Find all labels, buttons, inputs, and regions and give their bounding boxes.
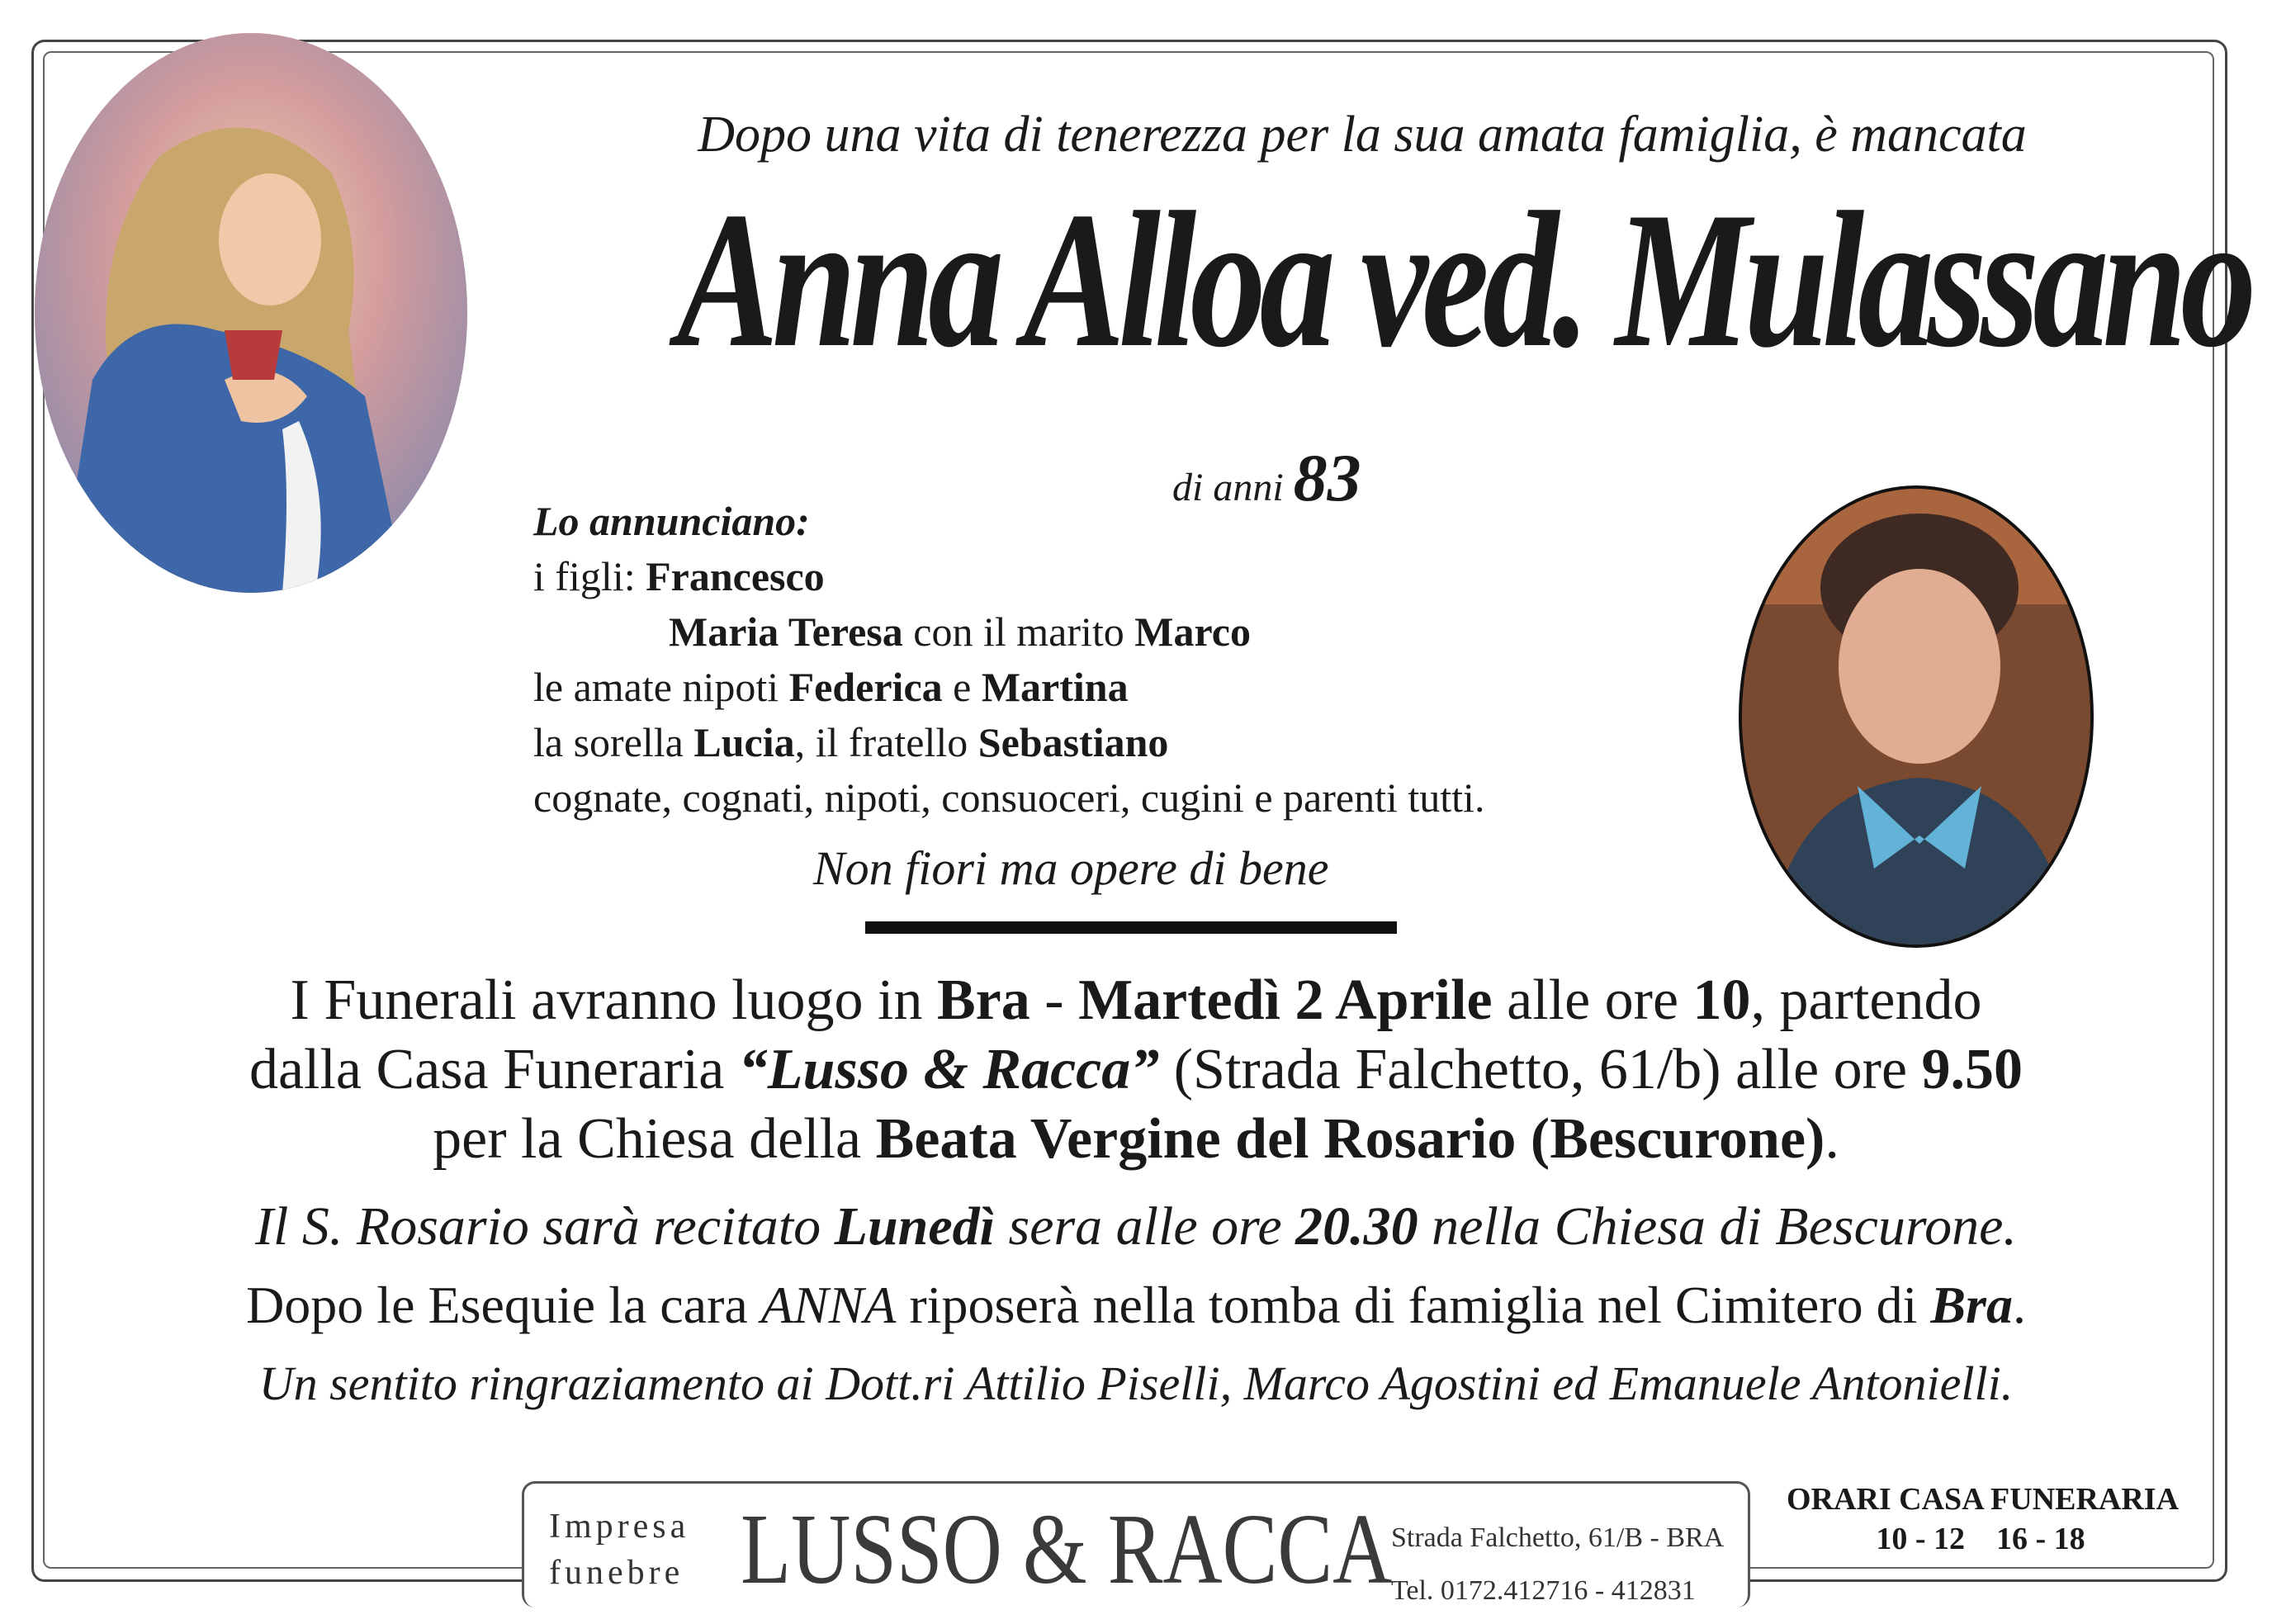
funeral-l2-a: dalla Casa Funeraria (248, 1038, 739, 1101)
madonna-illustration (35, 33, 467, 593)
burial-line (66, 1275, 2206, 1336)
impresa-funebre-label (549, 1503, 689, 1596)
rosario-time: 20.30 (1295, 1196, 1418, 1257)
funeral-line-3 (66, 1106, 2206, 1172)
conj-e: e (942, 664, 982, 710)
departure-time: 9.50 (1921, 1038, 2024, 1101)
fratello: Sebastiano (977, 719, 1169, 765)
funebre-word: funebre (549, 1554, 684, 1592)
figlia-2: Maria Teresa (669, 608, 903, 655)
announcers-heading: Lo annunciano: (533, 498, 810, 544)
opening-hours (1787, 1480, 2180, 1559)
rosario-line (66, 1196, 2206, 1258)
funeral-house: “Lusso & Racca” (738, 1038, 1160, 1101)
figlio-1: Francesco (646, 553, 825, 599)
burial-c: . (2012, 1276, 2026, 1334)
announcers-line-figli (533, 549, 1484, 604)
funeral-dash: - (1030, 968, 1079, 1032)
hours-value: 10 - 12 16 - 18 (1876, 1522, 2085, 1556)
funeral-time: 10 (1692, 968, 1751, 1032)
announcers-block (533, 494, 1484, 826)
intro-text: Dopo una vita di tenerezza per la sua amata famiglia, è mancata (698, 107, 2027, 163)
funeral-l2-b: (Strada Falchetto, 61/b) alle ore (1159, 1038, 1922, 1101)
age-value: 83 (1293, 440, 1361, 515)
rosario-b: sera alle ore (994, 1196, 1296, 1257)
sorella-label: la sorella (533, 719, 694, 765)
burial-name: ANNA (760, 1276, 897, 1334)
funeral-home-address: Strada Falchetto, 61/B - BRA (1391, 1522, 1725, 1553)
funeral-home-phone: Tel. 0172.412716 - 412831 (1391, 1575, 1696, 1606)
figli-label: i figli: (533, 553, 646, 599)
rosario-day: Lunedì (834, 1196, 995, 1257)
madonna-image (35, 33, 467, 593)
announcers-line-parenti: cognate, cognati, nipoti, consuoceri, cugini e parenti tutti. (533, 774, 1485, 821)
con-marito: con il marito (902, 608, 1135, 655)
funeral-date: Martedì 2 Aprile (1078, 968, 1493, 1032)
announcers-line-nipoti (533, 660, 1484, 715)
funeral-l1-a: I Funerali avranno luogo in (290, 968, 937, 1032)
sorella: Lucia (693, 719, 795, 765)
burial-a: Dopo le Esequie la cara (246, 1276, 761, 1334)
funeral-l3-a: per la Chiesa della (433, 1107, 876, 1171)
funeral-home-contact (1391, 1512, 1724, 1617)
funeral-l1-b: alle ore (1492, 968, 1693, 1032)
funeral-line-1 (66, 968, 2206, 1034)
announcers-line-sorella (533, 715, 1484, 770)
church-name: Beata Vergine del Rosario (Bescurone) (875, 1107, 1825, 1171)
funeral-l1-c: , partendo (1750, 968, 1982, 1032)
impresa-word: Impresa (549, 1508, 690, 1546)
funeral-city: Bra (936, 968, 1030, 1032)
age-prefix: di anni (1172, 466, 1284, 509)
rosario-c: nella Chiesa di Bescurone. (1418, 1196, 2017, 1257)
marito: Marco (1134, 608, 1251, 655)
funeral-line-2 (66, 1037, 2206, 1103)
nipote-2: Martina (981, 664, 1129, 710)
portrait-photo (1739, 485, 2094, 948)
nipoti-label: le amate nipoti (533, 664, 789, 710)
funeral-l3-b: . (1825, 1107, 1839, 1171)
non-fiori-text: Non fiori ma opere di bene (813, 841, 1329, 895)
nipote-1: Federica (788, 664, 943, 710)
burial-city: Bra (1930, 1276, 2013, 1334)
portrait-illustration (1742, 489, 2090, 945)
deceased-name: Anna Alloa ved. Mulassano (677, 173, 2251, 388)
burial-b: riposerà nella tomba di famiglia nel Cimitero di (896, 1276, 1931, 1334)
thanks-line: Un sentito ringraziamento ai Dott.ri Attilio Piselli, Marco Agostini ed Emanuele Antonielli. (258, 1356, 2014, 1410)
hours-title: ORARI CASA FUNERARIA (1787, 1482, 2180, 1517)
rosario-a: Il S. Rosario sarà recitato (255, 1196, 835, 1257)
funeral-home-box (522, 1481, 1750, 1607)
fratello-label: , il fratello (794, 719, 978, 765)
announcers-line-maria (533, 604, 1484, 660)
brand-logo-text: LUSSO & RACCA (741, 1494, 1393, 1605)
divider-rule (865, 921, 1397, 934)
